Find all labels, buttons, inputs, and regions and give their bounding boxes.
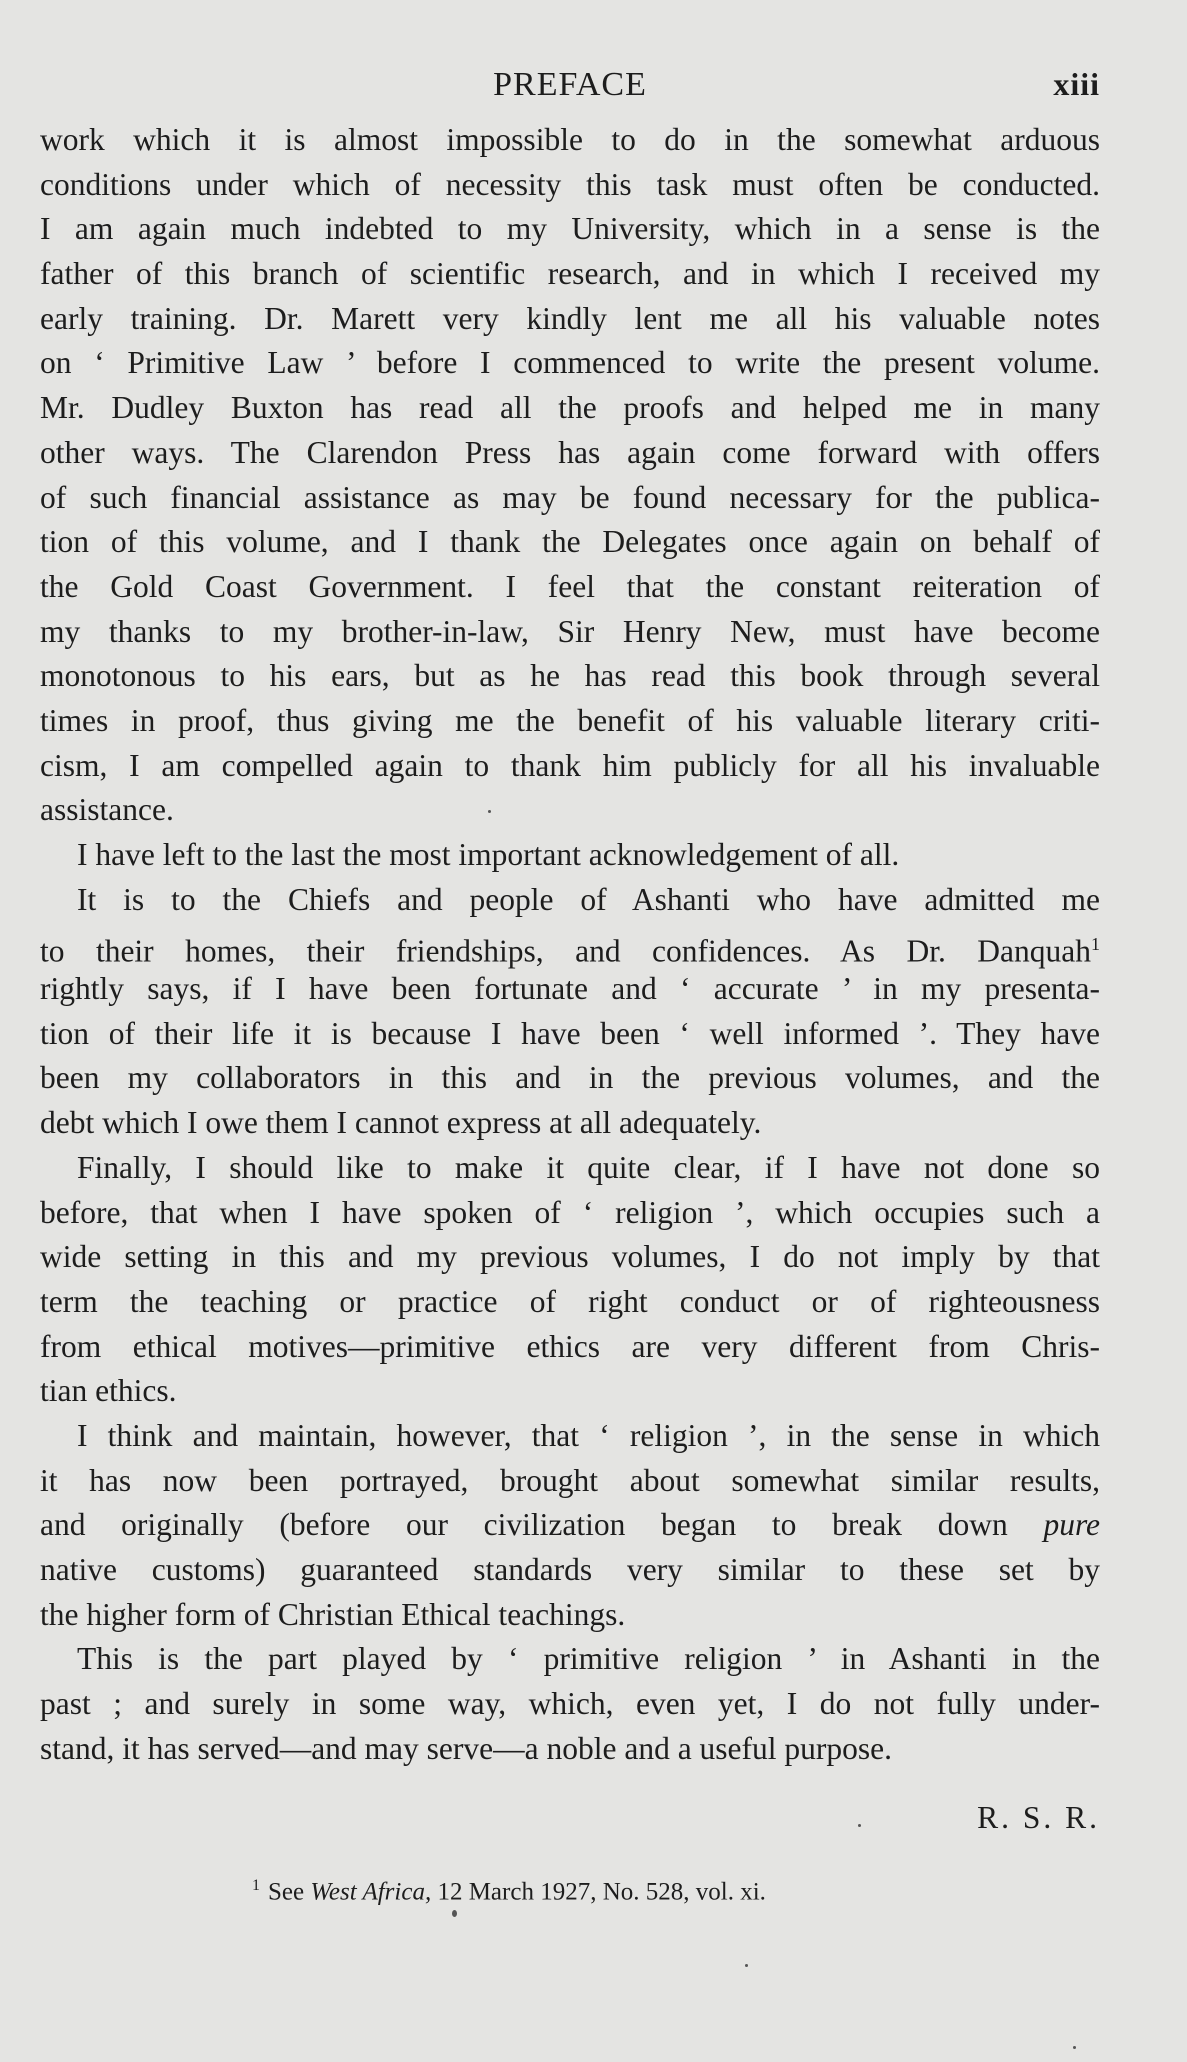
paper-speck xyxy=(745,1964,748,1967)
text-line: early training. Dr. Marett very kindly lent me all his valuable notes xyxy=(40,300,1100,336)
book-page xyxy=(40,62,1100,1911)
text-line: assistance. xyxy=(40,792,174,828)
text-line: from ethical motives—primitive ethics are very different from Chris- xyxy=(40,1328,1100,1364)
paper-speck xyxy=(488,810,491,813)
footnote-mark: 1 xyxy=(252,1877,260,1895)
footnote-source-title: West Africa, xyxy=(310,1878,432,1906)
paper-speck xyxy=(1073,2046,1076,2049)
text-line: monotonous to his ears, but as he has read this book through several xyxy=(40,658,1100,694)
body-text xyxy=(40,118,1100,1771)
text-line: I think and maintain, however, that ‘ religion ’, in the sense in which xyxy=(77,1417,1100,1453)
text-line: it has now been portrayed, brought about somewhat similar results, xyxy=(40,1462,1100,1498)
text-line: term the teaching or practice of right conduct or of righteousness xyxy=(40,1283,1100,1319)
text-line: I am again much indebted to my University, which in a sense is the xyxy=(40,211,1100,247)
text-line: wide setting in this and my previous volumes, I do not imply by that xyxy=(40,1239,1100,1275)
text-line: This is the part played by ‘ primitive religion ’ in Ashanti in the xyxy=(77,1641,1100,1677)
text-line: of such financial assistance as may be found necessary for the publica- xyxy=(40,479,1100,515)
footnote-details: 12 March 1927, No. 528, vol. xi. xyxy=(437,1878,766,1906)
signature-initials: R. S. R. xyxy=(977,1800,1100,1836)
text-line: native customs) guaranteed standards very similar to these set by xyxy=(40,1552,1100,1587)
italic-word: pure xyxy=(1043,1507,1101,1543)
text-line: been my collaborators in this and in the previous volumes, and the xyxy=(40,1060,1100,1096)
text-line-content: and originally (before our civilization began to break down xyxy=(40,1507,1008,1543)
text-line: past ; and surely in some way, which, even yet, I do not fully under- xyxy=(40,1686,1100,1722)
text-line: tian ethics. xyxy=(40,1373,177,1409)
text-line: tion of their life it is because I have been ‘ well informed ’. They have xyxy=(40,1015,1100,1051)
text-line xyxy=(40,1503,1100,1548)
text-line: Finally, I should like to make it quite clear, if I have not done so xyxy=(77,1149,1100,1185)
footnote-prefix: See xyxy=(268,1878,305,1906)
text-line-content: to their homes, their friendships, and confidences. As Dr. Danquah xyxy=(40,933,1091,969)
text-line: before, that when I have spoken of ‘ religion ’, which occupies such a xyxy=(40,1194,1100,1230)
running-head xyxy=(40,62,1100,112)
text-line: It is to the Chiefs and people of Ashanti who have admitted me xyxy=(77,881,1100,917)
text-line: father of this branch of scientific research, and in which I received my xyxy=(40,256,1100,292)
text-line: cism, I am compelled again to thank him publicly for all his invaluable xyxy=(40,747,1100,783)
text-line: I have left to the last the most important acknowledgement of all. xyxy=(77,837,900,872)
page-number: xiii xyxy=(1053,66,1100,102)
text-line: on ‘ Primitive Law ’ before I commenced to write the present volume. xyxy=(40,345,1100,381)
paper-speck xyxy=(858,1824,861,1827)
text-line: work which it is almost impossible to do in the somewhat arduous xyxy=(40,122,1100,157)
text-line: rightly says, if I have been fortunate and ‘ accurate ’ in my presenta- xyxy=(40,971,1100,1007)
text-line: the Gold Coast Government. I feel that the constant reiteration of xyxy=(40,568,1100,604)
text-line: stand, it has served—and may serve—a noble and a useful purpose. xyxy=(40,1730,893,1766)
paper-speck xyxy=(452,1910,457,1917)
text-line: conditions under which of necessity this task must often be conducted. xyxy=(40,166,1100,202)
text-line: the higher form of Christian Ethical teachings. xyxy=(40,1596,626,1632)
text-line: other ways. The Clarendon Press has again come forward with offers xyxy=(40,434,1100,470)
text-line: times in proof, thus giving me the benefit of his valuable literary criti- xyxy=(40,702,1100,738)
page-title: PREFACE xyxy=(493,66,647,103)
text-line: debt which I owe them I cannot express at all adequately. xyxy=(40,1105,762,1141)
footnote-reference: 1 xyxy=(1091,934,1100,955)
text-line: my thanks to my brother-in-law, Sir Henry New, must have become xyxy=(40,613,1100,649)
footnote xyxy=(40,1868,1100,1910)
text-line xyxy=(40,922,1100,967)
text-line: tion of this volume, and I thank the Delegates once again on behalf of xyxy=(40,524,1100,560)
text-line: Mr. Dudley Buxton has read all the proofs and helped me in many xyxy=(40,390,1100,426)
